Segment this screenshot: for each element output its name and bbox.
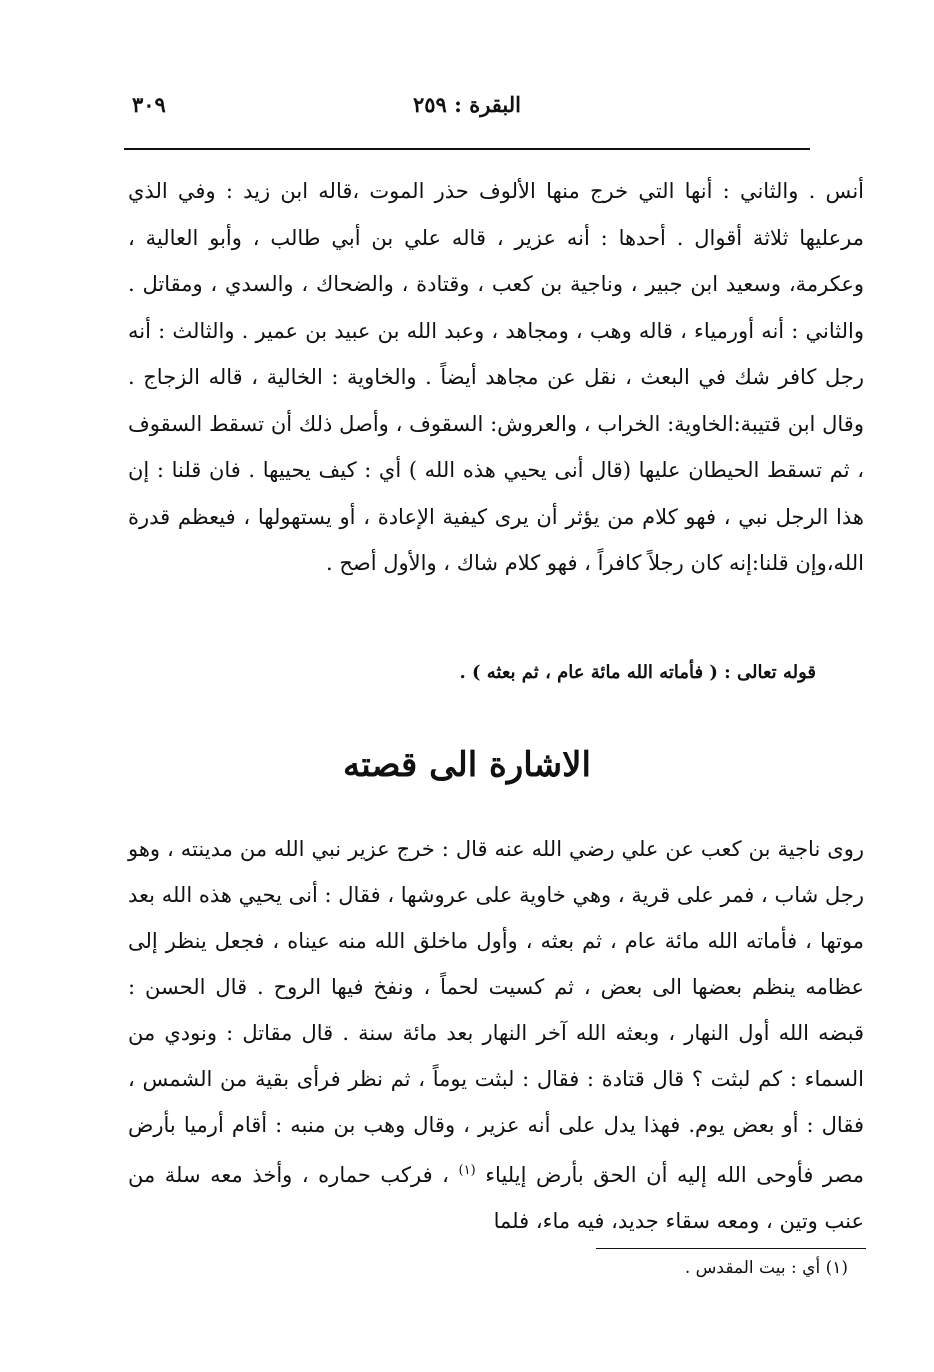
commentary-text — [128, 168, 864, 587]
story-paragraph-main: روى ناجية بن كعب عن علي رضي الله عنه قال : خرج عزير نبي الله من مدينته ، وهو رجل شاب ، فمر على قرية ، وهي خاوية على عروشها ، فقال : أنى يحيي هذه الله بعد موتها ، فأماته الله مائة عام ، ثم بعثه ، وأول ماخلق الله منه عيناه ، فجعل ينظر إلى عظامه ينظم بعضها الى بعض ، ثم كسيت لحماً ، ونفخ فيها الروح . قال الحسن : قبضه الله أول النهار ، وبعثه الله آخر النهار بعد مائة سنة . قال مقاتل : ونودي من السماء : كم لبثت ؟ قال قتادة : فقال : لبثت يوماً ، ثم نظر فرأى بقية من الشمس ، فقال : أو بعض يوم. فهذا يدل على أنه عزير ، وقال وهب بن منبه : أقام أرميا بأرض مصر فأوحى الله إليه أن الحق بأرض إيلياء — [128, 837, 864, 1187]
commentary-paragraph: أنس . والثاني : أنها التي خرج منها الألوف حذر الموت ،قاله ابن زيد : وفي الذي مرعليها ثلاثة أقوال . أحدها : أنه عزير ، قاله علي بن أبي طالب ، وأبو العالية ، وعكرمة، وسعيد ابن جبير ، وناجية بن كعب ، وقتادة ، والضحاك ، والسدي ، ومقاتل . والثاني : أنه أورمياء ، قاله وهب ، ومجاهد ، وعبد الله بن عبيد بن عمير . والثالث : أنه رجل كافر شك في البعث ، نقل عن مجاهد أيضاً . والخاوية : الخالية ، قاله الزجاج . وقال ابن قتيبة:الخاوية: الخراب ، والعروش: السقوف ، وأصل ذلك أن تسقط السقوف ، ثم تسقط الحيطان عليها (قال أنى يحيي هذه الله ) أي : كيف يحييها . فان قلنا : إن هذا الرجل نبي ، فهو كلام من يؤثر أن يرى كيفية الإعادة ، أو يستهولها ، فيعظم قدرة الله،وإن قلنا:إنه كان رجلاً كافراً ، فهو كلام شاك ، والأول أصح . — [128, 179, 864, 575]
running-header — [128, 92, 806, 132]
story-text — [128, 826, 864, 1244]
header-divider — [124, 148, 810, 150]
footnote-reference[interactable]: (١) — [458, 1163, 476, 1178]
story-paragraph — [128, 826, 864, 1244]
verse-subheading: قوله تعالى : ( فأماته الله مائة عام ، ثم بعثه ) . — [459, 662, 816, 683]
section-heading: الاشارة الى قصته — [343, 745, 591, 785]
running-title: البقرة : ٢٥٩ — [413, 92, 521, 117]
footnote: (١) أي : بيت المقدس . — [684, 1258, 848, 1278]
page-number: ٣٠٩ — [132, 92, 166, 117]
story-paragraph-end: ، فركب حماره ، وأخذ معه سلة من عنب وتين ، ومعه سقاء جديد، فيه ماء، فلما — [128, 1163, 864, 1233]
footnote-divider — [596, 1248, 866, 1249]
